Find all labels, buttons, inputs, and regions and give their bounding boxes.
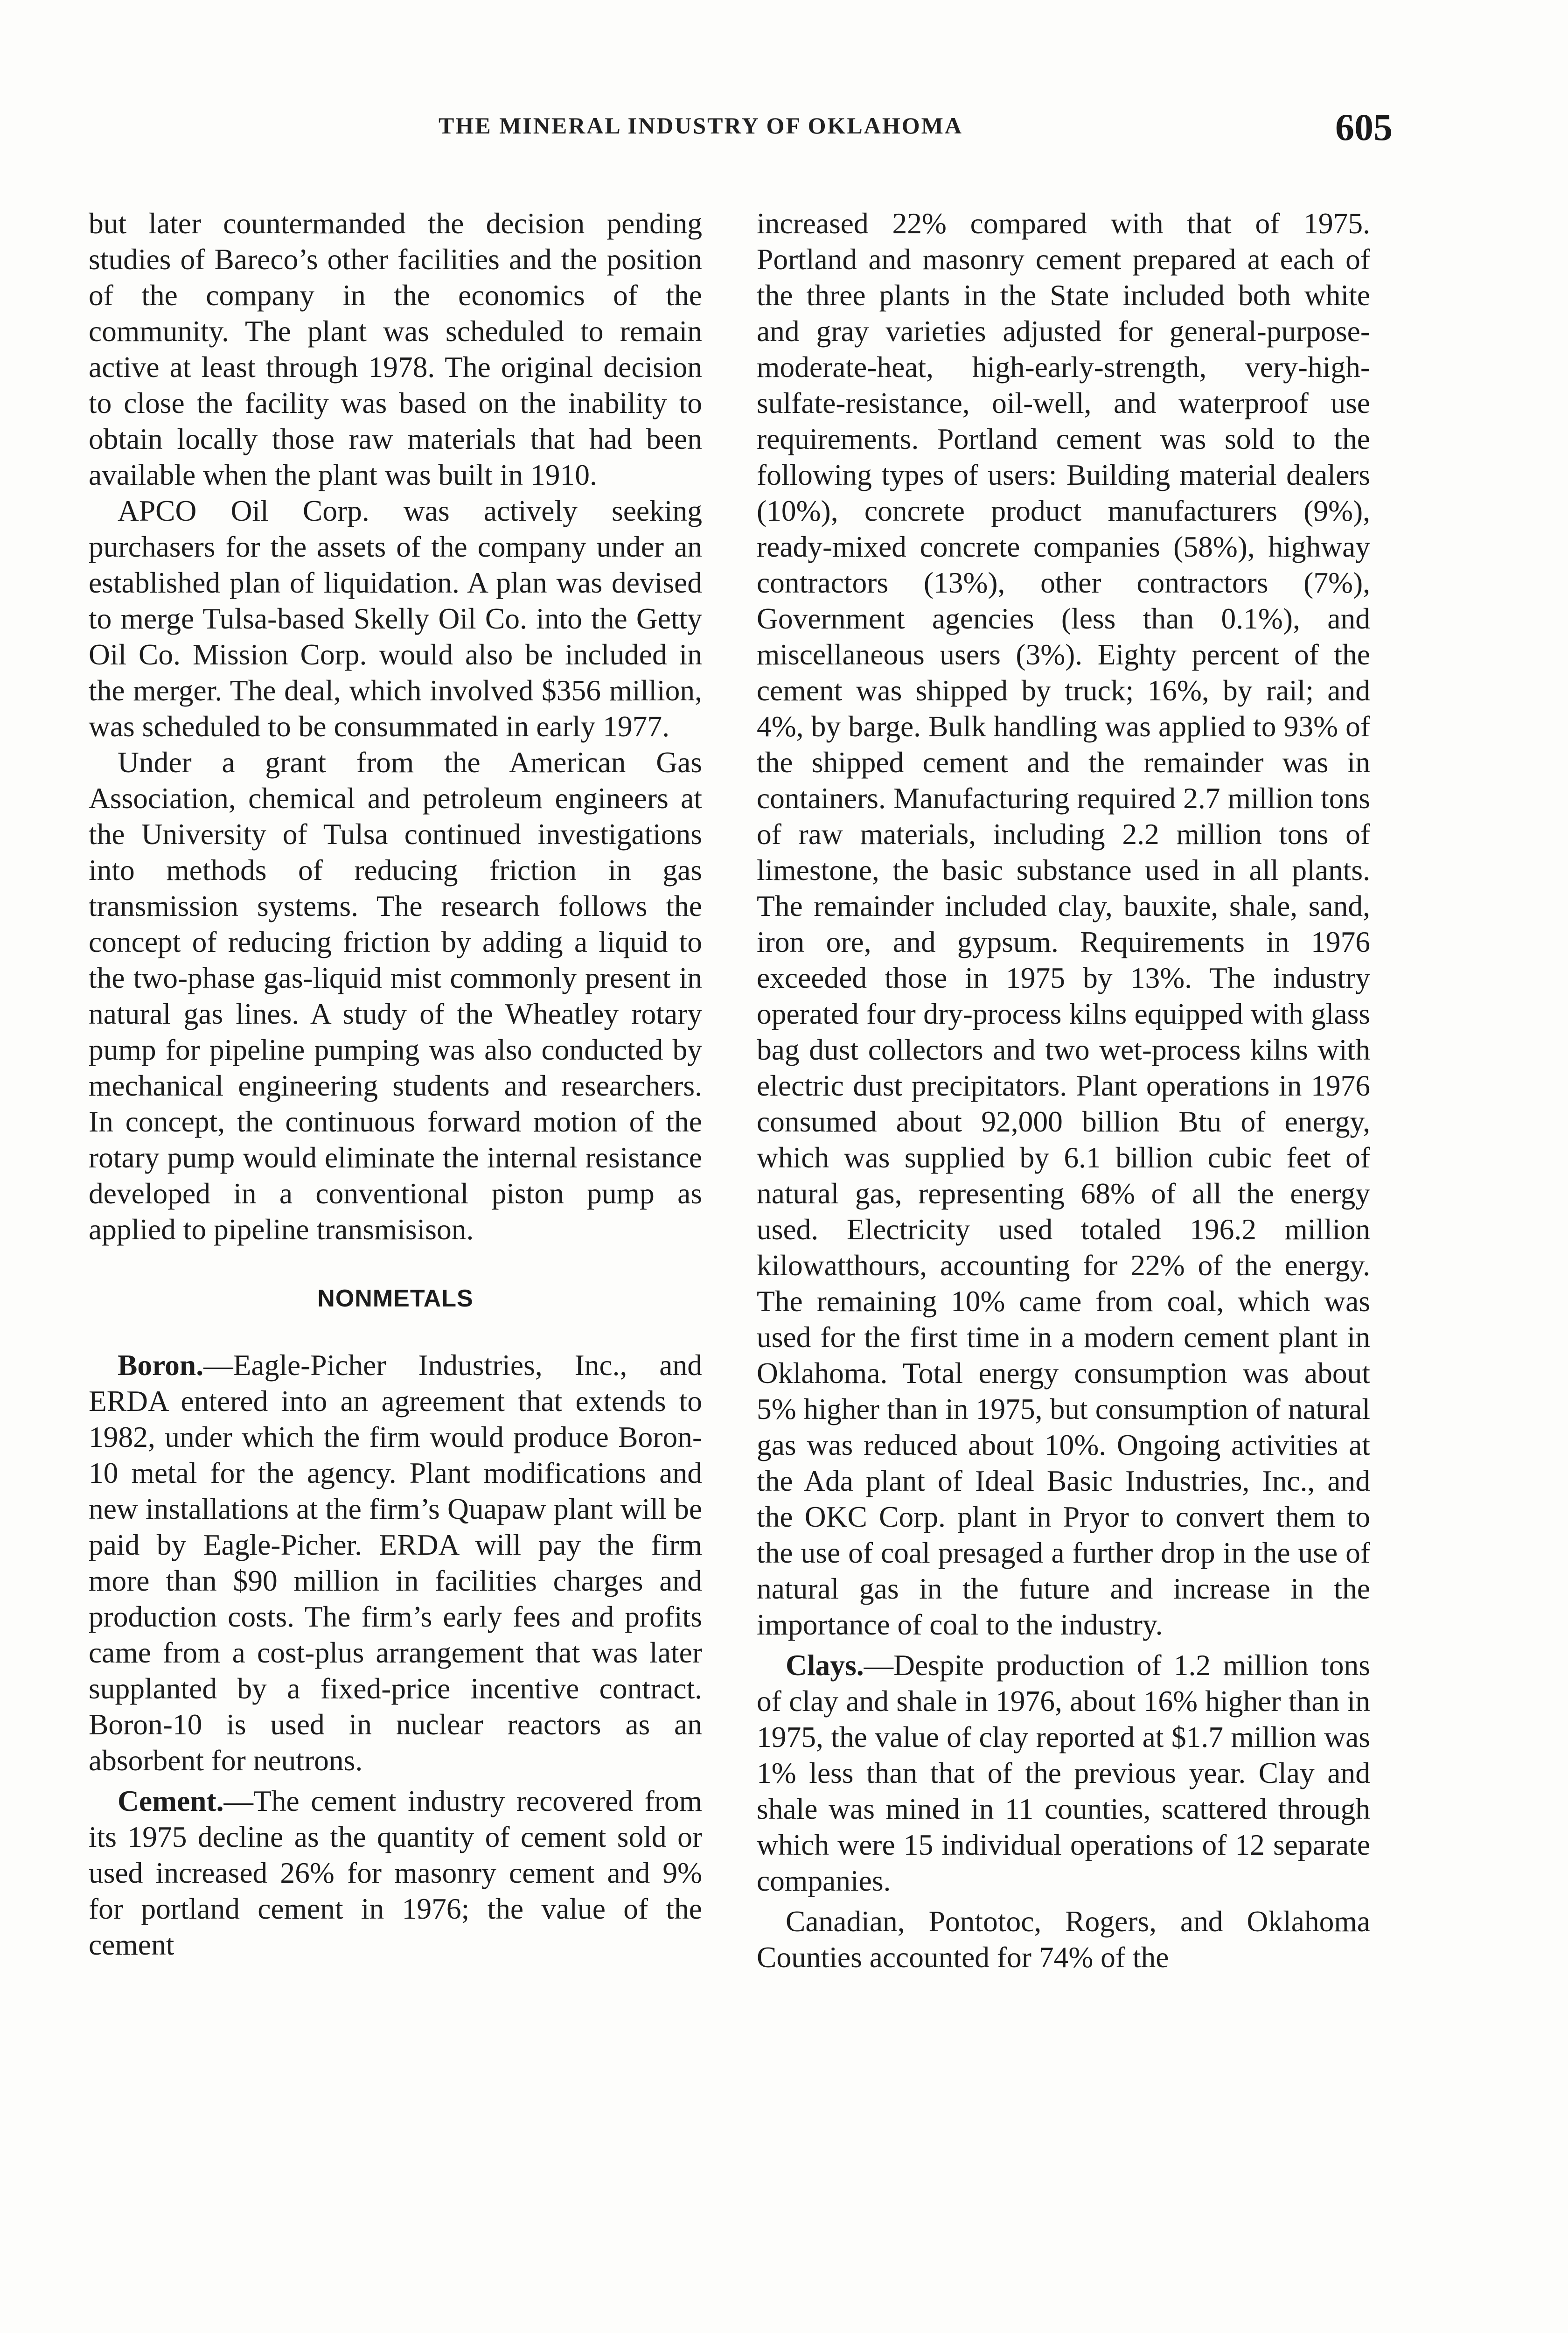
paragraph-gas-research: Under a grant from the American Gas Association, chemical and petroleum engineers at the University of Tulsa continued investigations into methods of reducing friction in gas transmission systems. The research follows the concept of reducing friction by adding a liquid to the two-phase gas-liquid mist commonly present in natural gas lines. A study of the Wheatley rotary pump for pipeline pumping was also conducted by mechanical engineering students and researchers. In concept, the continuous forward motion of the rotary pump would eliminate the internal resistance developed in a conventional piston pump as applied to pipeline transmisison. [89,746,702,1246]
paragraph-boron [89,1347,702,1778]
paragraph-clays [757,1647,1370,1899]
run-in-heading-boron: Boron. [118,1348,204,1382]
running-title: THE MINERAL INDUSTRY OF OKLAHOMA [439,112,963,139]
left-column [89,205,702,1963]
boron-text: —Eagle-Picher Industries, Inc., and ERDA entered into an agreement that extends to 1982, under which the firm would produce Boron-10 metal for the agency. Plant modifications and new installations at the firm’s Quapaw plant will be paid by Eagle-Picher. ERDA will pay the firm more than $90 million in facilities charges and production costs. The firm’s early fees and profits came from a cost-plus arrangement that was later supplanted by a fixed-price incentive contract. Boron-10 is used in nuclear reactors as an absorbent for neutrons. [89,1348,702,1777]
run-in-heading-clays: Clays. [786,1648,864,1682]
paragraph-bareco: but later countermanded the decision pending studies of Bareco’s other facilities and the position of the company in the economics of the community. The plant was scheduled to remain active at least through 1978. The original decision to close the facility was based on the inability to obtain locally those raw materials that had been available when the plant was built in 1910. [89,207,702,491]
paragraph-apco: APCO Oil Corp. was actively seeking purchasers for the assets of the company under an established plan of liquidation. A plan was devised to merge Tulsa-based Skelly Oil Co. into the Getty Oil Co. Mission Corp. would also be included in the merger. The deal, which involved $356 million, was scheduled to be consummated in early 1977. [89,494,702,743]
cement-text: —The cement industry recovered from its 1975 decline as the quantity of cement sold or used increased 26% for masonry cement and 9% for portland cement in 1976; the value of the cement [89,1784,702,1961]
paragraph-counties: Canadian, Pontotoc, Rogers, and Oklahoma Counties accounted for 74% of the [757,1905,1370,1974]
section-heading-nonmetals: NONMETALS [317,1285,474,1312]
page-number: 605 [1335,106,1393,148]
clays-text: —Despite production of 1.2 million tons of clay and shale in 1976, about 16% higher than in 1975, the value of clay reported at $1.7 million was 1% less than that of the previous year. Clay and shale was mined in 11 counties, scattered through which were 15 individual operations of 12 separate companies. [757,1648,1370,1897]
right-column [757,205,1370,1975]
paragraph-cement [89,1783,702,1963]
paragraph-cement-continued: increased 22% compared with that of 1975. Portland and masonry cement prepared at each of the three plants in the State included both white and gray varieties adjusted for general-purpose-moderate-heat, high-early-strength, very-high-sulfate-resistance, oil-well, and waterproof use requirements. Portland cement was sold to the following types of users: Building material dealers (10%), concrete product manufacturers (9%), ready-mixed concrete companies (58%), highway contractors (13%), other contractors (7%), Government agencies (less than 0.1%), and miscellaneous users (3%). Eighty percent of the cement was shipped by truck; 16%, by rail; and 4%, by barge. Bulk handling was applied to 93% of the shipped cement and the remainder was in containers. Manufacturing required 2.7 million tons of raw materials, including 2.2 million tons of limestone, the basic substance used in all plants. The remainder included clay, bauxite, shale, sand, iron ore, and gypsum. Requirements in 1976 exceeded those in 1975 by 13%. The industry operated four dry-process kilns equipped with glass bag dust collectors and two wet-process kilns with electric dust precipitators. Plant operations in 1976 consumed about 92,000 billion Btu of energy, which was supplied by 6.1 billion cubic feet of natural gas, representing 68% of all the energy used. Electricity used totaled 196.2 million kilowatthours, accounting for 22% of the energy. The remaining 10% came from coal, which was used for the first time in a modern cement plant in Oklahoma. Total energy consumption was about 5% higher than in 1975, but consumption of natural gas was reduced about 10%. Ongoing activities at the Ada plant of Ideal Basic Industries, Inc., and the OKC Corp. plant in Pryor to convert them to the use of coal presaged a further drop in the use of natural gas in the future and increase in the importance of coal to the industry. [757,207,1370,1641]
run-in-heading-cement: Cement. [118,1784,224,1817]
